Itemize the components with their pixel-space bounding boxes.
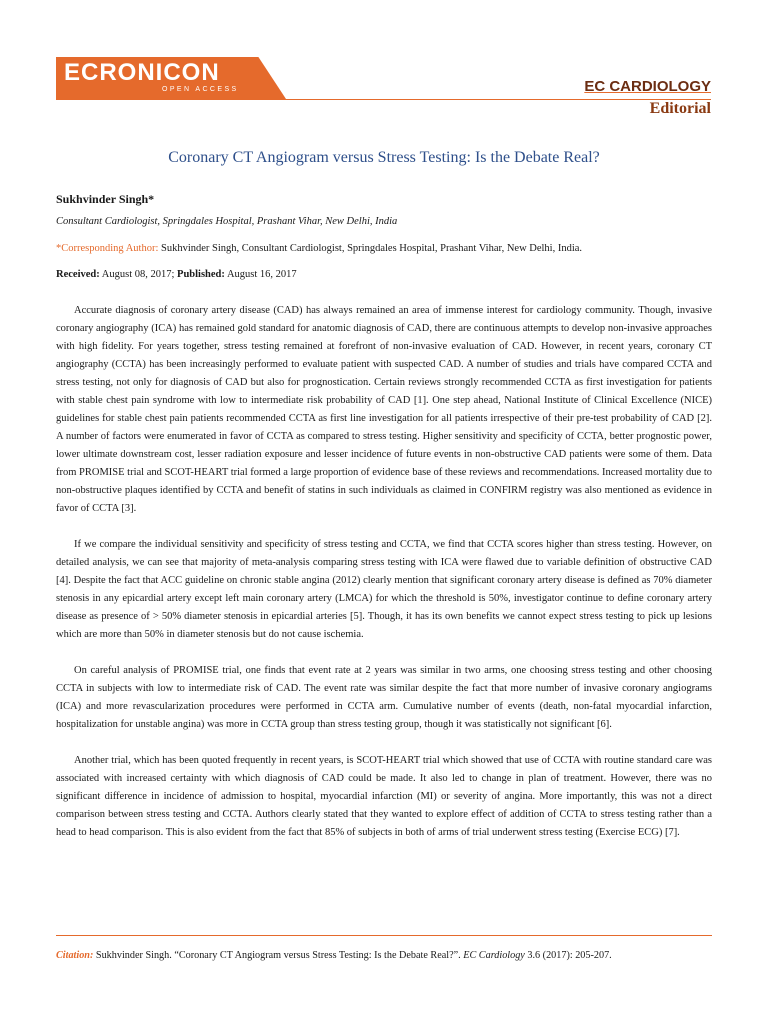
corresponding-label: *Corresponding Author: bbox=[56, 243, 159, 254]
article-body bbox=[56, 302, 712, 860]
logo-main-text: ECRONICON bbox=[64, 59, 220, 86]
citation-rule bbox=[56, 935, 712, 936]
body-paragraph: Another trial, which has been quoted frequently in recent years, is SCOT-HEART trial which showed that use of CCTA with routine standard care was associated with increased certainty with which diagnosis of CAD could be made. It also led to change in plan of treatment. However, there was no significant difference in incidence of admission to hospital, myocardial infarction (MI) or severity of angina. More importantly, this was not a direct comparison between stress testing and CCTA. Authors clearly stated that they wanted to explore effect of addition of CCTA to stress testing rather than a head to head comparison. This is also evident from the fact that 85% of subjects in both of arms of trial underwent stress testing (Exercise ECG) [7]. bbox=[56, 755, 712, 838]
publisher-logo bbox=[56, 57, 286, 99]
citation-label: Citation: bbox=[56, 950, 94, 961]
journal-name: EC CARDIOLOGY bbox=[584, 78, 711, 95]
received-label: Received: bbox=[56, 269, 100, 280]
logo-sub-text: OPEN ACCESS bbox=[162, 86, 239, 93]
citation-details: 3.6 (2017): 205-207. bbox=[524, 950, 612, 961]
citation-journal: EC Cardiology bbox=[463, 950, 525, 961]
header-rule bbox=[56, 99, 711, 100]
citation bbox=[56, 950, 612, 961]
received-date: August 08, 2017; bbox=[99, 269, 178, 280]
body-paragraph: Accurate diagnosis of coronary artery disease (CAD) has always remained an area of immense interest for cardiology community. Though, invasive coronary angiography (ICA) has remained gold standard for anatomic diagnosis of CAD, there are continuous attempts to develop non-invasive approaches with high fidelity. For years together, stress testing remained at forefront of non-invasive evaluation of CAD. However, in recent years, coronary CT angiography (CCTA) has been increasingly performed to evaluate patient with suspected CAD. A number of studies and trials have compared CCTA and stress testing, not only for diagnosis of CAD but also for prognostication. Certain reviews strongly recommended CCTA as first investigation for patients with stable chest pain syndrome with low to intermediate risk probability of CAD [1]. One step ahead, National Institute of Clinical Excellence (NICE) guidelines for stable chest pain patients recommended CCTA as first line investigation for all patients irrespective of their pre-test probability of CAD [2]. A number of factors were enumerated in favor of CCTA as compared to stress testing. Higher sensitivity and specificity of CCTA, better prognostic power, lower ultimate downstream cost, lesser radiation exposure and lesser incidence of future events in non-obstructive CAD patients were some of them. Data from PROMISE trial and SCOT-HEART trial formed a large proportion of evidence base of these reviews and recommendations. Increased mortality due to non-obstructive plaques identified by CCTA and benefit of statins in such individuals as claimed in CONFIRM registry was also mentioned as evidence in favor of CCTA [3]. bbox=[56, 305, 712, 514]
article-title: Coronary CT Angiogram versus Stress Testing: Is the Debate Real? bbox=[168, 149, 600, 166]
article-dates bbox=[56, 269, 297, 280]
body-paragraph: If we compare the individual sensitivity and specificity of stress testing and CCTA, we find that CCTA scores higher than stress testing. However, on detailed analysis, we can see that majority of meta-analysis comparing stress testing with ICA were flawed due to variable definition of obstructive CAD [4]. Despite the fact that ACC guideline on chronic stable angina (2012) clearly mention that significant coronary artery disease is defined as 70% diameter stenosis in any epicardial artery except left main coronary artery (LMCA) for which the threshold is 50%, investigator continue to define coronary artery disease as presence of > 50% diameter stenosis in epicardial arteries [5]. Though, it has its own benefits we cannot expect stress testing to pick up lesions which are more than 50% in diameter stenosis but do not cause ischemia. bbox=[56, 539, 712, 640]
body-paragraph: On careful analysis of PROMISE trial, one finds that event rate at 2 years was similar in two arms, one choosing stress testing and other choosing CCTA in subjects with low to intermediate risk of CAD. The event rate was similar despite the fact that more number of invasive coronary angiograms (ICA) and more revascularization procedures were performed in CCTA arm. Cumulative number of events (death, non-fatal myocardial infarction, hospitalization for unstable angina) was more in CCTA group than stress testing group, though it was statistically not significant [6]. bbox=[56, 665, 712, 730]
published-label: Published: bbox=[177, 269, 225, 280]
corresponding-author bbox=[56, 243, 582, 254]
author-affiliation: Consultant Cardiologist, Springdales Hospital, Prashant Vihar, New Delhi, India bbox=[56, 216, 398, 227]
corresponding-text: Sukhvinder Singh, Consultant Cardiologist, Springdales Hospital, Prashant Vihar, New Delhi, India. bbox=[158, 243, 583, 254]
published-date: August 16, 2017 bbox=[224, 269, 297, 280]
article-type: Editorial bbox=[649, 100, 711, 117]
citation-text: Sukhvinder Singh. “Coronary CT Angiogram versus Stress Testing: Is the Debate Real?”. bbox=[93, 950, 464, 961]
author-name: Sukhvinder Singh* bbox=[56, 192, 155, 206]
